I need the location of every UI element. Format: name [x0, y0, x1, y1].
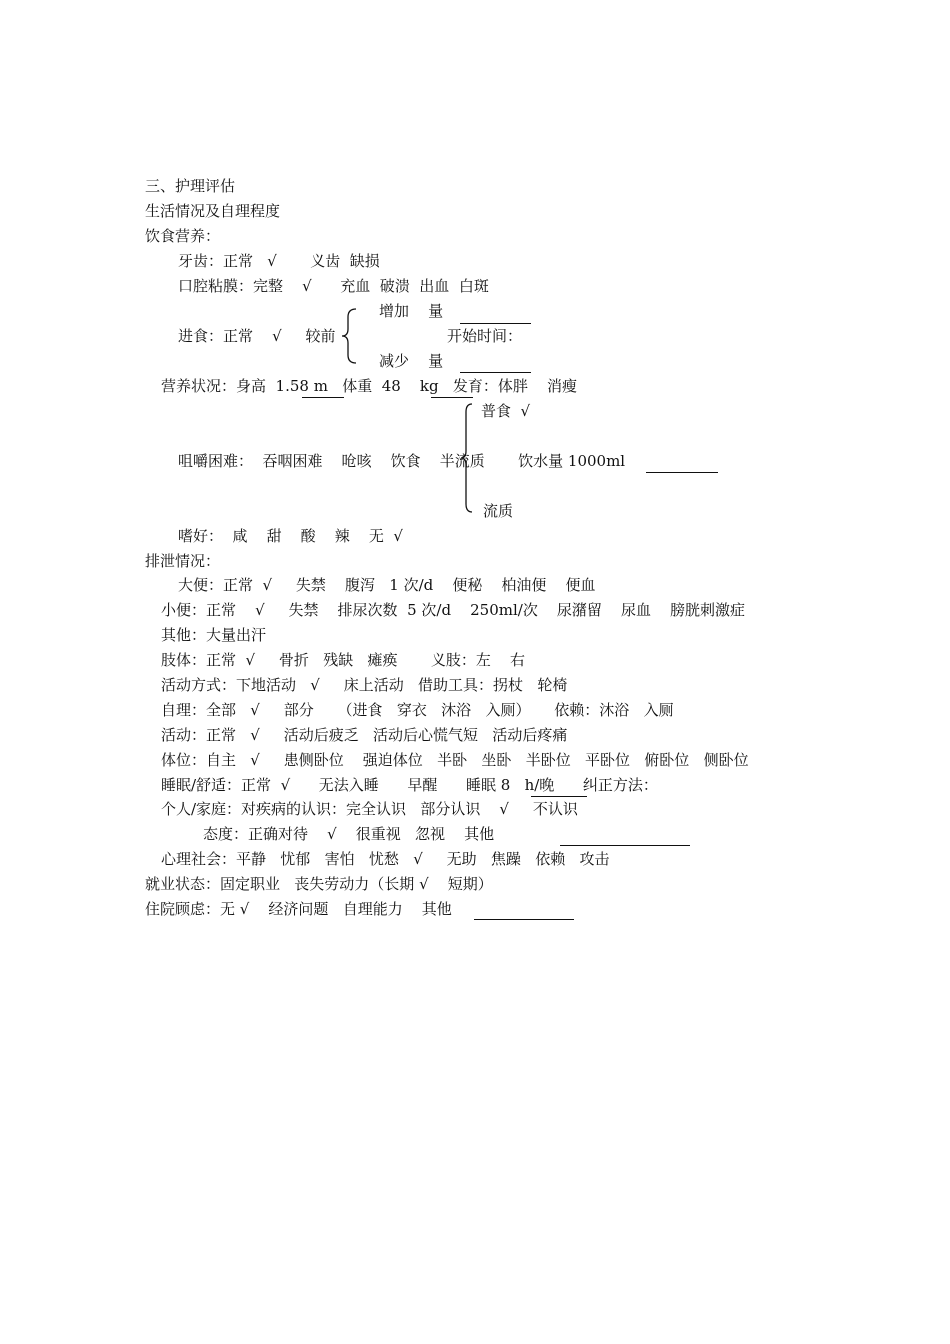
employment-line: 就业状态：固定职业 丧失劳动力（长期 √ 短期） [145, 875, 493, 893]
teeth-line: 牙齿：正常 √ 义齿 缺损 [178, 252, 380, 270]
sleep-line: 睡眠/舒适：正常 √ 无法入睡 早醒 睡眠 8 h/晚 纠正方法： [161, 776, 658, 794]
regular-diet-label: 普食 √ [481, 402, 531, 420]
chewing-line: 咀嚼困难： 吞咽困难 呛咳 饮食 半流质 饮水量 1000ml [178, 452, 626, 470]
diet-nutrition-heading: 饮食营养： [145, 227, 221, 245]
subsection-title: 生活情况及自理程度 [145, 202, 281, 220]
intake-increase-blank [460, 323, 531, 324]
preferences-line: 嗜好： 咸 甜 酸 辣 无 √ [178, 527, 403, 545]
stool-line: 大便：正常 √ 失禁 腹泻 1 次/d 便秘 柏油便 便血 [178, 576, 596, 594]
attitude-line: 态度：正确对待 √ 很重视 忽视 其他 [203, 825, 495, 843]
start-time-label: 开始时间： [447, 327, 523, 345]
activity-mode-line: 活动方式：下地活动 √ 床上活动 借助工具：拐杖 轮椅 [161, 676, 568, 694]
attitude-other-blank [560, 845, 690, 846]
liquid-diet-label: 流质 [483, 502, 514, 520]
other-line: 其他：大量出汗 [161, 626, 267, 644]
posture-line: 体位：自主 √ 患侧卧位 强迫体位 半卧 坐卧 半卧位 平卧位 俯卧位 侧卧位 [161, 751, 749, 769]
excretion-heading: 排泄情况： [145, 552, 221, 570]
hospital-concerns-line: 住院顾虑：无 √ 经济问题 自理能力 其他 [145, 900, 452, 918]
urine-line: 小便：正常 √ 失禁 排尿次数 5 次/d 250ml/次 尿潴留 尿血 膀胱刺激症 [161, 601, 746, 619]
oral-mucosa-line: 口腔粘膜：完整 √ 充血 破溃 出血 白斑 [178, 277, 489, 295]
intake-decrease-blank [460, 372, 531, 373]
intake-line: 进食：正常 √ 较前 [178, 327, 336, 345]
weight-underline [431, 397, 473, 398]
self-care-line: 自理：全部 √ 部分 （进食 穿衣 沐浴 入厕） 依赖：沐浴 入厕 [161, 701, 674, 719]
water-intake-blank [646, 472, 718, 473]
sleep-correction-underline [531, 796, 587, 797]
intake-brace [340, 308, 358, 364]
activity-line: 活动：正常 √ 活动后疲乏 活动后心慌气短 活动后疼痛 [161, 726, 568, 744]
concerns-other-blank [474, 919, 574, 920]
section-title: 三、护理评估 [145, 177, 236, 195]
psychosocial-line: 心理社会：平静 忧郁 害怕 忧愁 √ 无助 焦躁 依赖 攻击 [161, 850, 610, 868]
nutrition-status-line: 营养状况：身高 1.58 m 体重 48 kg 发育：体胖 消瘦 [161, 377, 577, 395]
intake-decrease-label: 减少 量 [379, 352, 444, 370]
family-awareness-line: 个人/家庭：对疾病的认识：完全认识 部分认识 √ 不认识 [161, 800, 578, 818]
height-underline [302, 397, 344, 398]
intake-increase-label: 增加 量 [379, 302, 444, 320]
limbs-line: 肢体：正常 √ 骨折 残缺 瘫痪 义肢：左 右 [161, 651, 525, 669]
